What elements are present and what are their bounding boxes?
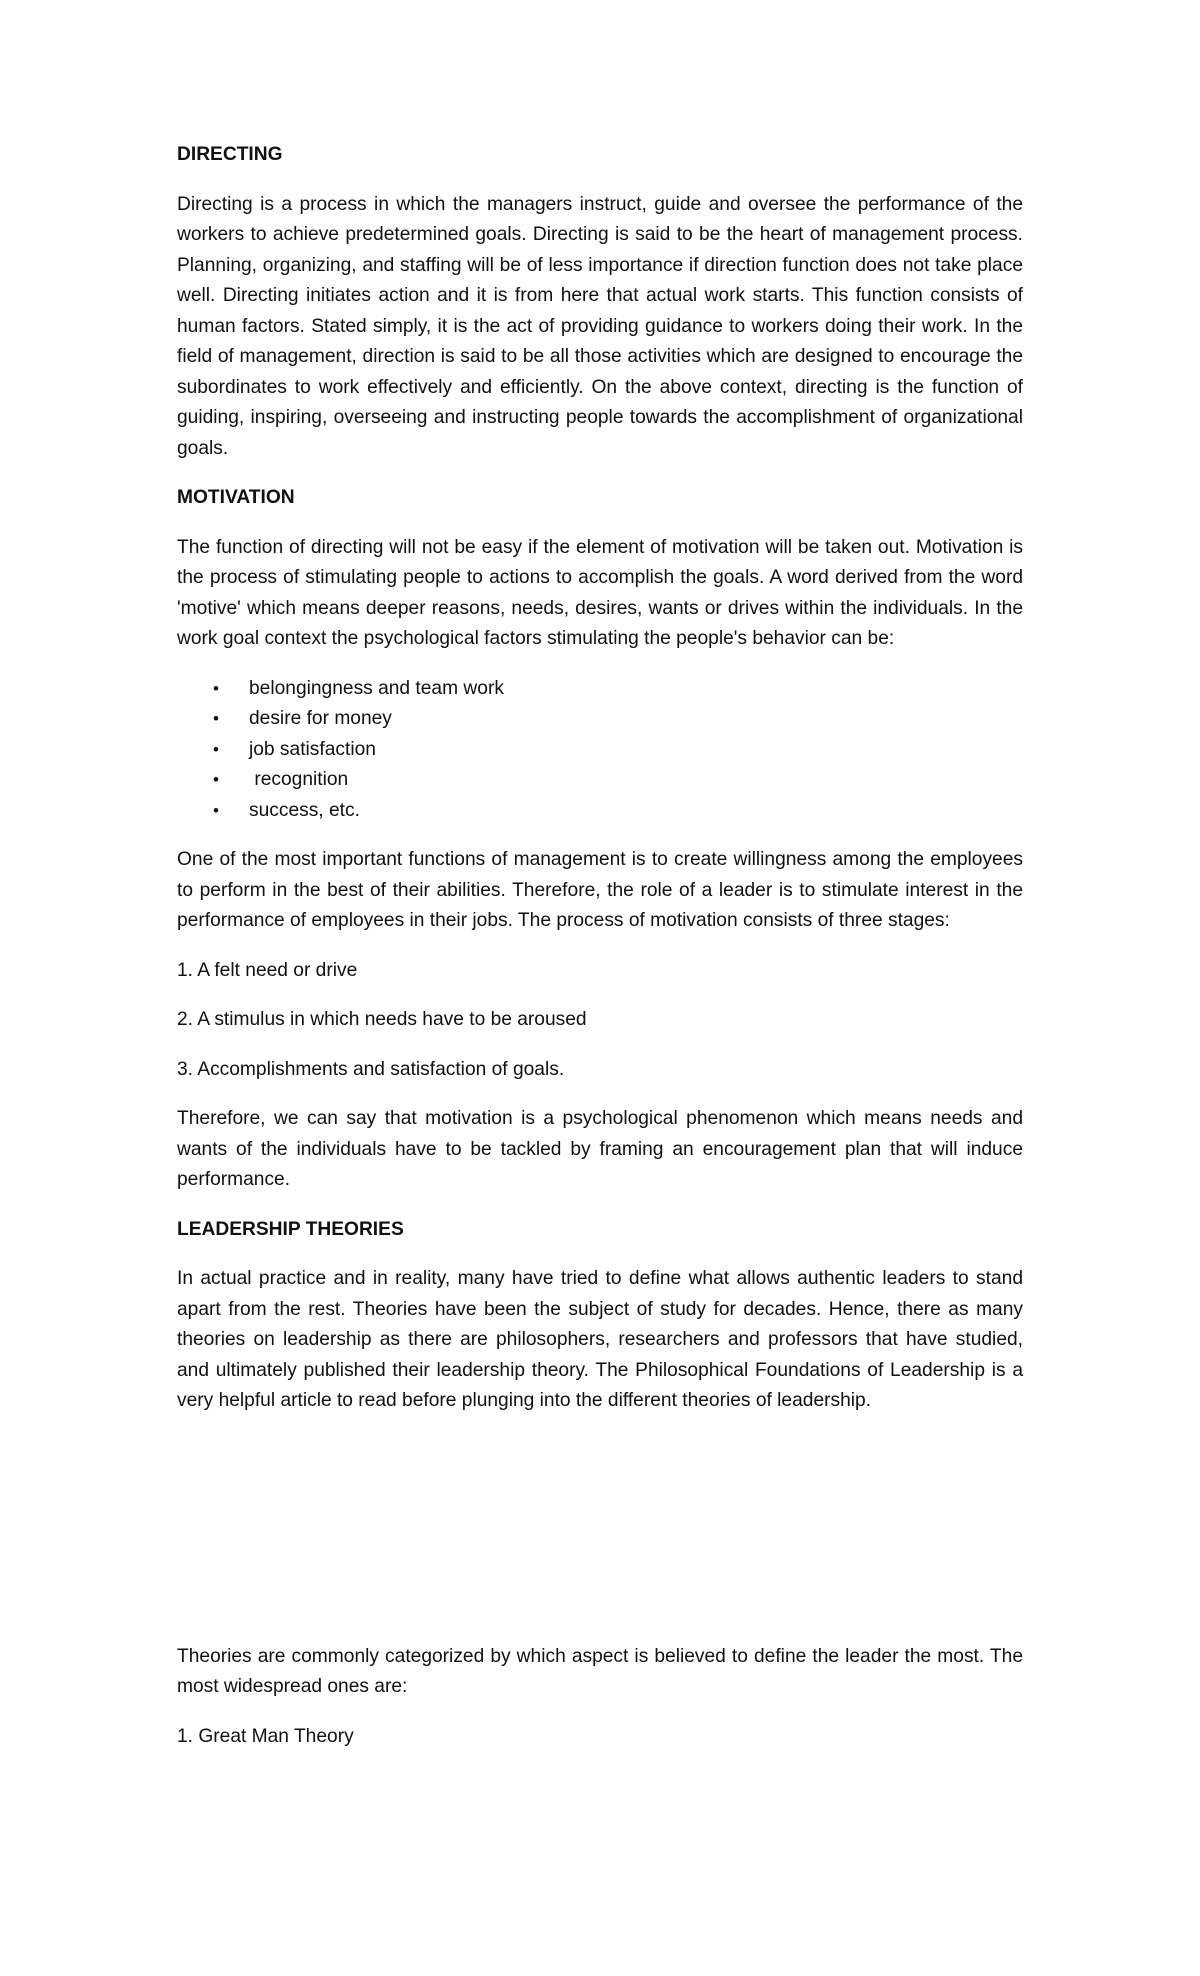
bullet-icon: •	[213, 678, 219, 698]
motivation-factor-list	[177, 674, 1023, 827]
paragraph-motivation-intro: The function of directing will not be easy if the element of motivation will be taken out. Motivation is the process of stimulating people to actions to accomplish the goals. A word derived from the word 'motive' which means deeper reasons, needs, desires, wants or drives within the individuals. In the work goal context the psychological factors stimulating the people's behavior can be:	[177, 536, 1023, 649]
paragraph-motivation-middle: One of the most important functions of management is to create willingness among the employees to perform in the best of their abilities. Therefore, the role of a leader is to stimulate interest in the performance of employees in their jobs. The process of motivation consists of three stages:	[177, 849, 1023, 931]
heading-leadership-theories: LEADERSHIP THEORIES	[177, 1218, 404, 1240]
paragraph-leadership-categories: Theories are commonly categorized by which aspect is believed to define the leader the most. The most widespread ones are:	[177, 1645, 1023, 1697]
list-item	[177, 674, 1023, 705]
heading-motivation: MOTIVATION	[177, 487, 295, 508]
list-item-text: success, etc.	[249, 799, 360, 821]
document-content	[177, 140, 1023, 1771]
list-item	[177, 704, 1023, 735]
bullet-icon: •	[213, 739, 219, 759]
bullet-icon: •	[213, 770, 219, 789]
list-item-text: belongingness and team work	[249, 677, 504, 699]
paragraph-leadership: In actual practice and in reality, many have tried to define what allows authentic leaders to stand apart from the rest. Theories have been the subject of study for decades. Hence, there as many theories on leadership as there are philosophers, researchers and professors that have studied, and ultimately published their leadership theory. The Philosophical Foundations of Leadership is a very helpful article to read before plunging into the different theories of leadership.	[177, 1268, 1023, 1411]
motivation-stage-2: 2. A stimulus in which needs have to be aroused	[177, 1009, 587, 1030]
list-item	[177, 735, 1023, 766]
list-item-text: desire for money	[249, 708, 392, 729]
paragraph-motivation-conclusion: Therefore, we can say that motivation is a psychological phenomenon which means needs and wants of the individuals have to be tackled by framing an encouragement plan that will induce performance.	[177, 1108, 1023, 1190]
blank-space	[177, 1436, 1023, 1642]
list-item-text: recognition	[249, 769, 349, 790]
paragraph-directing: Directing is a process in which the managers instruct, guide and oversee the performance of the workers to achieve predetermined goals. Directing is said to be the heart of management process. Planning, organizing, and staffing will be of less importance if direction function does not take place well. Directing initiates action and it is from here that actual work starts. This function consists of human factors. Stated simply, it is the act of providing guidance to workers doing their work. In the field of management, direction is said to be all those activities which are designed to encourage the subordinates to work effectively and efficiently. On the above context, directing is the function of guiding, inspiring, overseeing and instructing people towards the accomplishment of organizational goals.	[177, 193, 1023, 459]
motivation-stage-3: 3. Accomplishments and satisfaction of goals.	[177, 1058, 565, 1080]
list-item	[177, 765, 1023, 796]
bullet-icon: •	[213, 709, 219, 728]
heading-directing: DIRECTING	[177, 144, 283, 165]
list-item	[177, 796, 1023, 827]
motivation-stage-1: 1. A felt need or drive	[177, 959, 358, 981]
bullet-icon: •	[213, 800, 219, 820]
list-item-text: job satisfaction	[249, 738, 376, 760]
theory-item-1: 1. Great Man Theory	[177, 1725, 354, 1747]
